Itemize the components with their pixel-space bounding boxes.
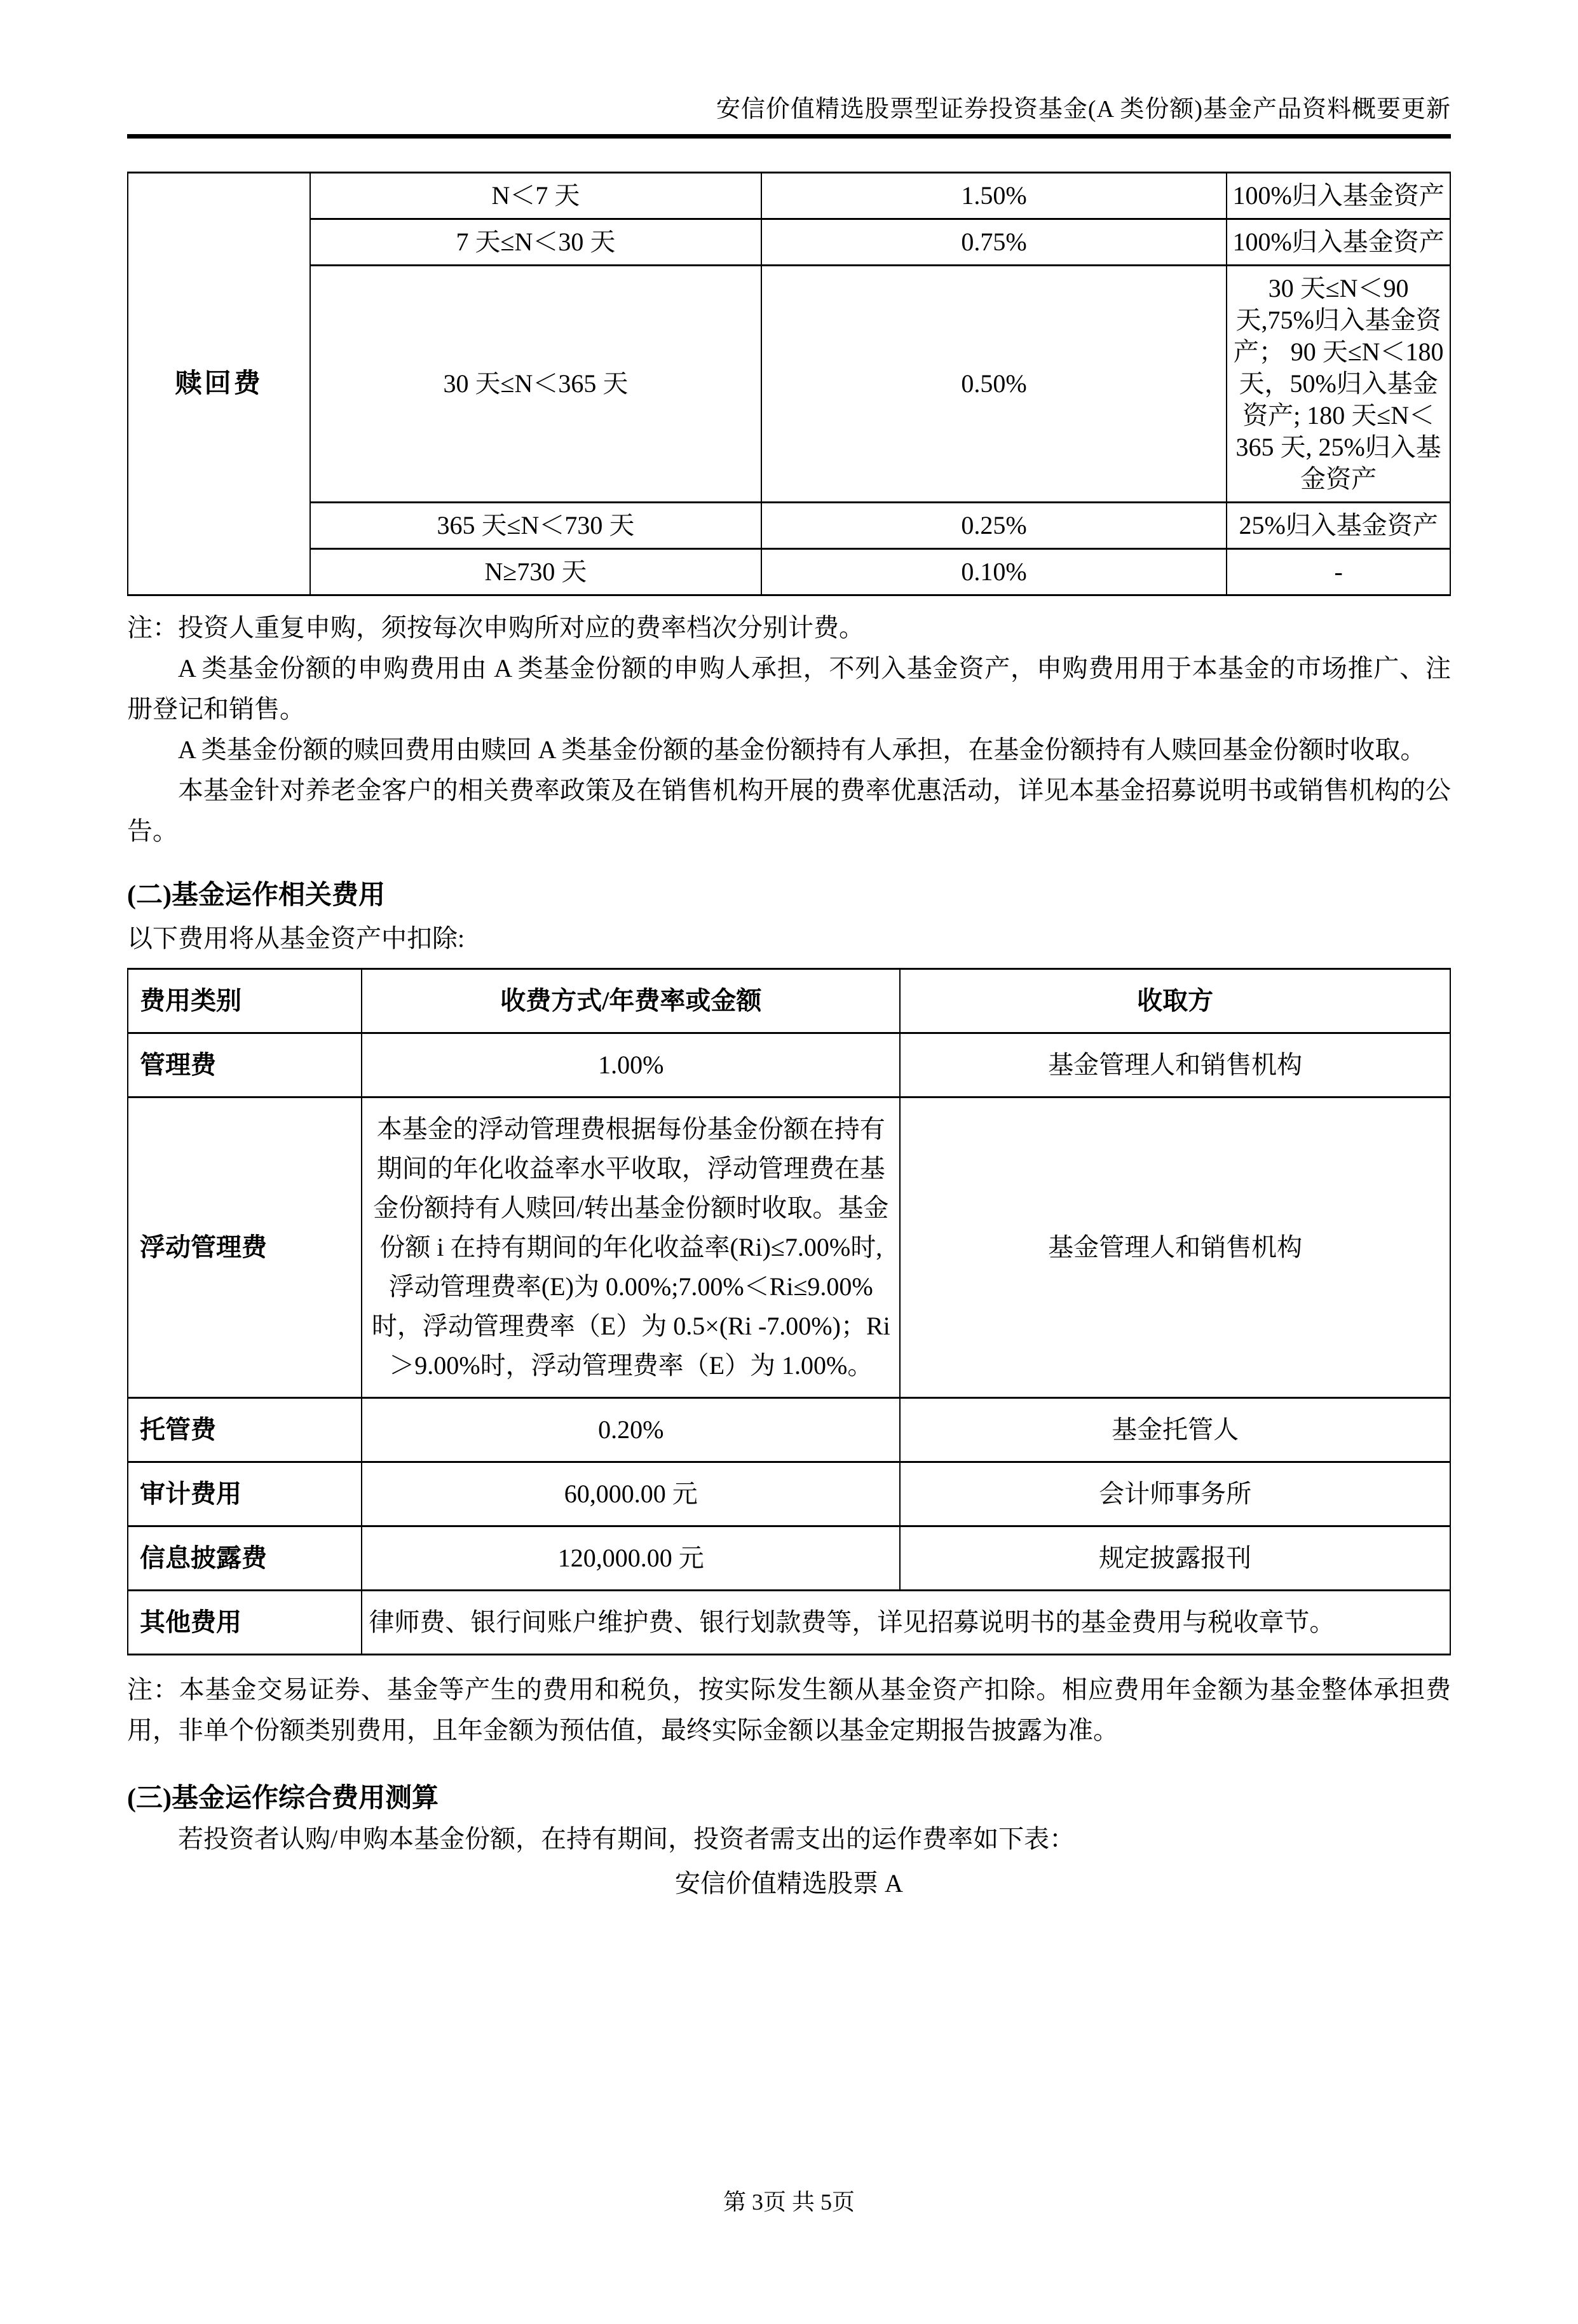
allocation-cell: 30 天≤N＜90 天,75%归入基金资产； 90 天≤N＜180 天，50%归入基金资产; 180 天≤N＜365 天, 25%归入基金资产 bbox=[1227, 266, 1450, 503]
table-row bbox=[128, 1526, 1450, 1591]
holding-period-cell: N＜7 天 bbox=[310, 173, 761, 219]
fee-method-cell: 60,000.00 元 bbox=[362, 1462, 900, 1526]
fee-method-cell: 120,000.00 元 bbox=[362, 1526, 900, 1591]
operating-fees-note: 注：本基金交易证券、基金等产生的费用和税负，按实际发生额从基金资产扣除。相应费用年金额为基金整体承担费用，非单个份额类别费用，且年金额为预估值，最终实际金额以基金定期报告披露为准。 bbox=[127, 1675, 1451, 1745]
column-header-recipient: 收取方 bbox=[900, 969, 1450, 1033]
rate-cell: 0.10% bbox=[761, 549, 1227, 595]
holding-period-cell: N≥730 天 bbox=[310, 549, 761, 595]
fee-category-cell: 托管费 bbox=[128, 1398, 362, 1462]
holding-period-cell: 30 天≤N＜365 天 bbox=[310, 266, 761, 503]
document-page bbox=[0, 94, 1578, 1904]
table-row bbox=[128, 1097, 1450, 1398]
page-header-title: 安信价值精选股票型证券投资基金(A 类份额)基金产品资料概要更新 bbox=[716, 96, 1451, 123]
section-heading-comprehensive-fees: (三)基金运作综合费用测算 bbox=[127, 1784, 439, 1814]
page-number: 第 3页 共 5页 bbox=[723, 2189, 855, 2215]
fee-method-cell: 本基金的浮动管理费根据每份基金份额在持有期间的年化收益率水平收取，浮动管理费在基金份额持有人赎回/转出基金份额时收取。基金份额 i 在持有期间的年化收益率(Ri)≤7.00%时,浮动管理费率(E)为 0.00%;7.00%＜Ri≤9.00%时，浮动管理费率（E）为 0.5×(Ri -7.00%)；Ri＞9.00%时，浮动管理费率（E）为 1.00%。 bbox=[362, 1097, 900, 1398]
table-row bbox=[128, 219, 1450, 266]
table-header-row bbox=[128, 969, 1450, 1033]
allocation-cell: 25%归入基金资产 bbox=[1227, 503, 1450, 549]
fee-recipient-cell: 基金托管人 bbox=[900, 1398, 1450, 1462]
redemption-notes bbox=[127, 608, 1451, 852]
fee-category-cell: 审计费用 bbox=[128, 1462, 362, 1526]
fee-method-cell: 律师费、银行间账户维护费、银行划款费等，详见招募说明书的基金费用与税收章节。 bbox=[362, 1591, 1450, 1655]
note-line: A 类基金份额的申购费用由 A 类基金份额的申购人承担，不列入基金资产，申购费用用于本基金的市场推广、注册登记和销售。 bbox=[127, 654, 1451, 724]
fee-method-cell: 0.20% bbox=[362, 1398, 900, 1462]
operating-fees-intro: 以下费用将从基金资产中扣除: bbox=[127, 924, 465, 953]
allocation-cell: - bbox=[1227, 549, 1450, 595]
fee-recipient-cell: 基金管理人和销售机构 bbox=[900, 1097, 1450, 1398]
rate-cell: 0.50% bbox=[761, 266, 1227, 503]
fee-category-cell: 其他费用 bbox=[128, 1591, 362, 1655]
fee-category-cell: 信息披露费 bbox=[128, 1526, 362, 1591]
operating-fees-table bbox=[127, 968, 1451, 1655]
note-line: 注：投资人重复申购，须按每次申购所对应的费率档次分别计费。 bbox=[127, 613, 864, 642]
redemption-fee-table bbox=[127, 172, 1451, 596]
allocation-cell: 100%归入基金资产 bbox=[1227, 219, 1450, 266]
table-row bbox=[128, 549, 1450, 595]
rate-cell: 0.75% bbox=[761, 219, 1227, 266]
table-row bbox=[128, 173, 1450, 219]
fee-category-cell: 浮动管理费 bbox=[128, 1097, 362, 1398]
comprehensive-fees-paragraph: 若投资者认购/申购本基金份额，在持有期间，投资者需支出的运作费率如下表： bbox=[178, 1825, 1075, 1854]
note-line: 本基金针对养老金客户的相关费率政策及在销售机构开展的费率优惠活动，详见本基金招募说明书或销售机构的公告。 bbox=[127, 776, 1451, 846]
section-heading-operating-fees: (二)基金运作相关费用 bbox=[127, 881, 385, 911]
rate-cell: 0.25% bbox=[761, 503, 1227, 549]
table-row bbox=[128, 266, 1450, 503]
redemption-fee-row-label: 赎回费 bbox=[128, 173, 310, 595]
fee-category-cell: 管理费 bbox=[128, 1033, 362, 1097]
fee-method-cell: 1.00% bbox=[362, 1033, 900, 1097]
column-header-method: 收费方式/年费率或金额 bbox=[362, 969, 900, 1033]
fee-recipient-cell: 基金管理人和销售机构 bbox=[900, 1033, 1450, 1097]
note-line: A 类基金份额的赎回费用由赎回 A 类基金份额的基金份额持有人承担，在基金份额持有人赎回基金份额时收取。 bbox=[178, 735, 1426, 764]
next-table-caption: 安信价值精选股票 A bbox=[675, 1869, 903, 1898]
fee-recipient-cell: 会计师事务所 bbox=[900, 1462, 1450, 1526]
rate-cell: 1.50% bbox=[761, 173, 1227, 219]
holding-period-cell: 7 天≤N＜30 天 bbox=[310, 219, 761, 266]
table-row bbox=[128, 1033, 1450, 1097]
table-row bbox=[128, 1462, 1450, 1526]
fee-recipient-cell: 规定披露报刊 bbox=[900, 1526, 1450, 1591]
table-row bbox=[128, 1398, 1450, 1462]
column-header-category: 费用类别 bbox=[128, 969, 362, 1033]
allocation-cell: 100%归入基金资产 bbox=[1227, 173, 1450, 219]
holding-period-cell: 365 天≤N＜730 天 bbox=[310, 503, 761, 549]
header-divider bbox=[127, 134, 1451, 139]
table-row bbox=[128, 1591, 1450, 1655]
table-row bbox=[128, 503, 1450, 549]
